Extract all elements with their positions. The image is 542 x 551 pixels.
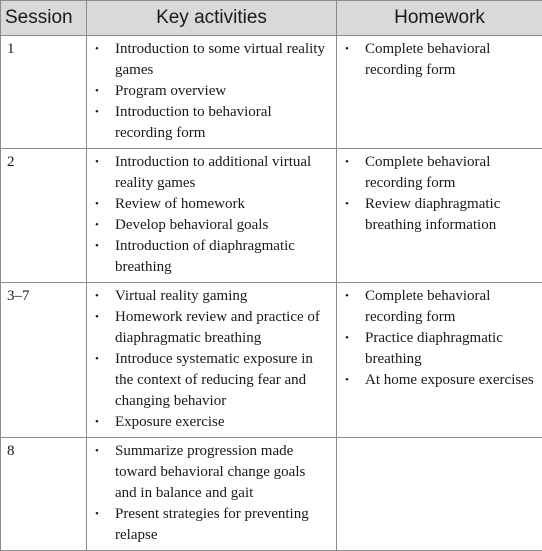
- list-item-text: Introduction to some virtual reality games: [115, 41, 325, 78]
- list-item: [93, 102, 330, 144]
- list-item: [93, 215, 330, 236]
- bullet-icon: •: [345, 39, 349, 60]
- list-item-text: Exposure exercise: [115, 414, 225, 430]
- list-item: [93, 152, 330, 194]
- header-key-activities: Key activities: [87, 1, 337, 36]
- list-item-text: Complete behavioral recording form: [365, 154, 490, 191]
- bullet-icon: •: [95, 215, 99, 236]
- list-item-text: Present strategies for preventing relapse: [115, 506, 309, 543]
- session-cell: 1: [1, 36, 87, 149]
- key-activities-cell: [87, 36, 337, 149]
- table-row: [1, 36, 542, 149]
- key-activities-cell: [87, 283, 337, 438]
- list-item-text: Complete behavioral recording form: [365, 288, 490, 325]
- bullet-icon: •: [345, 328, 349, 349]
- homework-list: [343, 39, 536, 81]
- list-item: [343, 370, 536, 391]
- list-item-text: Introduction to behavioral recording form: [115, 104, 272, 141]
- list-item-text: Review diaphragmatic breathing information: [365, 196, 500, 233]
- bullet-icon: •: [95, 152, 99, 173]
- list-item-text: Introduction of diaphragmatic breathing: [115, 238, 295, 275]
- bullet-icon: •: [95, 349, 99, 370]
- list-item: [93, 81, 330, 102]
- session-cell: 8: [1, 438, 87, 551]
- homework-cell: [337, 36, 542, 149]
- list-item: [93, 349, 330, 412]
- table-row: [1, 438, 542, 551]
- bullet-icon: •: [95, 412, 99, 433]
- session-cell: 3–7: [1, 283, 87, 438]
- list-item-text: Virtual reality gaming: [115, 288, 247, 304]
- list-item-text: Homework review and practice of diaphragmatic breathing: [115, 309, 320, 346]
- list-item: [93, 504, 330, 546]
- bullet-icon: •: [95, 504, 99, 525]
- bullet-icon: •: [95, 102, 99, 123]
- homework-cell: [337, 283, 542, 438]
- header-row: [1, 1, 542, 36]
- bullet-icon: •: [345, 152, 349, 173]
- list-item-text: Introduce systematic exposure in the context of reducing fear and changing behavior: [115, 351, 313, 409]
- bullet-icon: •: [95, 194, 99, 215]
- table-body: [1, 36, 542, 551]
- list-item-text: Program overview: [115, 83, 226, 99]
- activities-list: [93, 39, 330, 144]
- bullet-icon: •: [95, 236, 99, 257]
- homework-cell: [337, 149, 542, 283]
- bullet-icon: •: [345, 194, 349, 215]
- activities-list: [93, 152, 330, 278]
- list-item-text: Complete behavioral recording form: [365, 41, 490, 78]
- list-item: [93, 412, 330, 433]
- list-item: [343, 39, 536, 81]
- list-item: [93, 236, 330, 278]
- header-session: Session: [1, 1, 87, 36]
- bullet-icon: •: [345, 370, 349, 391]
- list-item: [343, 286, 536, 328]
- list-item: [343, 194, 536, 236]
- table-row: [1, 283, 542, 438]
- header-homework: Homework: [337, 1, 542, 36]
- table-row: [1, 149, 542, 283]
- homework-list: [343, 152, 536, 236]
- bullet-icon: •: [345, 286, 349, 307]
- activities-list: [93, 286, 330, 433]
- list-item: [93, 39, 330, 81]
- list-item-text: At home exposure exercises: [365, 372, 534, 388]
- list-item-text: Summarize progression made toward behavioral change goals and in balance and gait: [115, 443, 305, 501]
- list-item-text: Review of homework: [115, 196, 245, 212]
- activities-list: [93, 441, 330, 546]
- list-item: [93, 194, 330, 215]
- list-item-text: Develop behavioral goals: [115, 217, 268, 233]
- list-item: [93, 307, 330, 349]
- list-item: [343, 152, 536, 194]
- table-header: [1, 1, 542, 36]
- list-item: [343, 328, 536, 370]
- bullet-icon: •: [95, 81, 99, 102]
- key-activities-cell: [87, 438, 337, 551]
- list-item: [93, 286, 330, 307]
- key-activities-cell: [87, 149, 337, 283]
- bullet-icon: •: [95, 307, 99, 328]
- list-item: [93, 441, 330, 504]
- homework-cell: [337, 438, 542, 551]
- bullet-icon: •: [95, 441, 99, 462]
- bullet-icon: •: [95, 286, 99, 307]
- session-cell: 2: [1, 149, 87, 283]
- bullet-icon: •: [95, 39, 99, 60]
- list-item-text: Practice diaphragmatic breathing: [365, 330, 503, 367]
- homework-list: [343, 286, 536, 391]
- list-item-text: Introduction to additional virtual reality games: [115, 154, 311, 191]
